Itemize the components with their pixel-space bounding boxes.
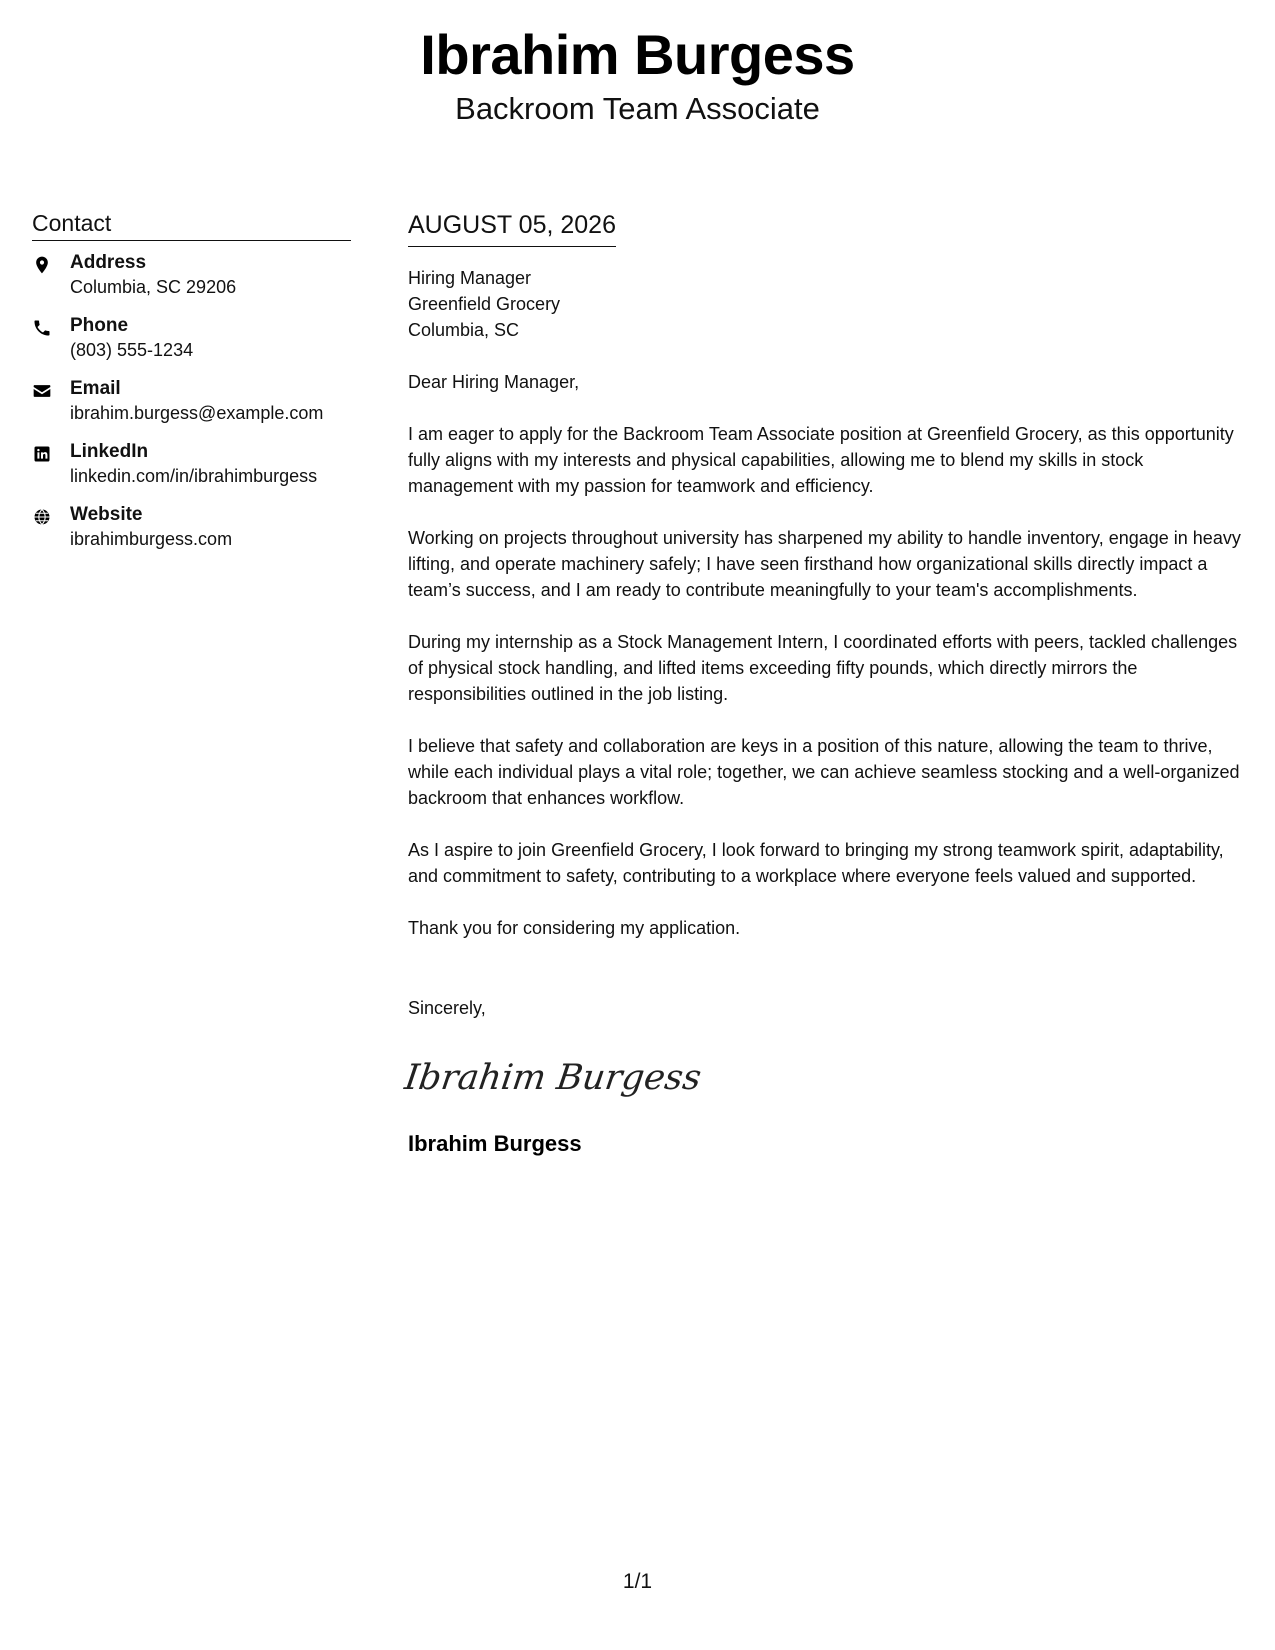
body-paragraph: Working on projects throughout university has sharpened my ability to handle inventory, engage in heavy lifting, and operate machinery safely; I have seen firsthand how organizational skills directly impact a team’s success, and I am ready to contribute meaningfully to your team's accomplishments. [408, 528, 1241, 600]
body-paragraph: As I aspire to join Greenfield Grocery, I look forward to bringing my strong teamwork spirit, adaptability, and commitment to safety, contributing to a workplace where everyone feels valued and supported. [408, 840, 1224, 886]
recipient-line: Hiring Manager [408, 268, 532, 288]
linkedin-icon [32, 444, 52, 464]
contact-item-website [32, 503, 351, 566]
letter-header [0, 18, 1275, 128]
contact-sidebar [32, 208, 351, 566]
contact-label: LinkedIn [70, 441, 149, 462]
applicant-name: Ibrahim Burgess [420, 23, 855, 86]
contact-label: Phone [70, 315, 129, 336]
salutation: Dear Hiring Manager, [408, 372, 580, 392]
body-paragraph: I am eager to apply for the Backroom Team Associate position at Greenfield Grocery, as this opportunity fully aligns with my interests and physical capabilities, allowing me to blend my skills in stock management with my passion for teamwork and efficiency. [408, 424, 1234, 496]
location-pin-icon [32, 255, 52, 275]
recipient-block [408, 265, 1253, 343]
date-block [408, 208, 616, 247]
contact-label: Address [70, 252, 147, 273]
website-value: ibrahimburgess.com [70, 529, 233, 549]
letter-date: AUGUST 05, 2026 [408, 211, 616, 239]
body-paragraph: I believe that safety and collaboration are keys in a position of this nature, allowing the team to thrive, while each individual plays a vital role; together, we can achieve seamless stocking and a well-organized backroom that enhances workflow. [408, 736, 1240, 808]
contact-heading: Contact [32, 208, 351, 241]
closing: Sincerely, [408, 998, 486, 1018]
body-paragraph: During my internship as a Stock Management Intern, I coordinated efforts with peers, tackled challenges of physical stock handling, and lifted items exceeding fifty pounds, which directly mirrors the responsibilities outlined in the job listing. [408, 632, 1238, 704]
contact-item-phone [32, 314, 351, 377]
address-value: Columbia, SC 29206 [70, 277, 237, 297]
envelope-icon [32, 381, 52, 401]
signer-name: Ibrahim Burgess [408, 1131, 582, 1156]
signature-glyphs: Ibrahim Burgess [402, 1057, 704, 1098]
contact-list [32, 251, 351, 566]
email-value: ibrahim.burgess@example.com [70, 403, 324, 423]
contact-label: Email [70, 378, 121, 399]
letter-body [402, 208, 1253, 1159]
page-number: 1/1 [622, 1570, 653, 1593]
phone-value: (803) 555-1234 [70, 340, 194, 360]
contact-item-linkedin [32, 440, 351, 503]
recipient-line: Greenfield Grocery [408, 294, 561, 314]
job-title: Backroom Team Associate [455, 91, 820, 126]
contact-item-email [32, 377, 351, 440]
handwritten-signature [402, 1043, 1253, 1113]
body-paragraph: Thank you for considering my application. [408, 918, 741, 938]
globe-icon [32, 507, 52, 527]
phone-icon [32, 318, 52, 338]
contact-label: Website [70, 504, 143, 525]
contact-item-address [32, 251, 351, 314]
recipient-line: Columbia, SC [408, 320, 520, 340]
linkedin-value: linkedin.com/in/ibrahimburgess [70, 466, 318, 486]
